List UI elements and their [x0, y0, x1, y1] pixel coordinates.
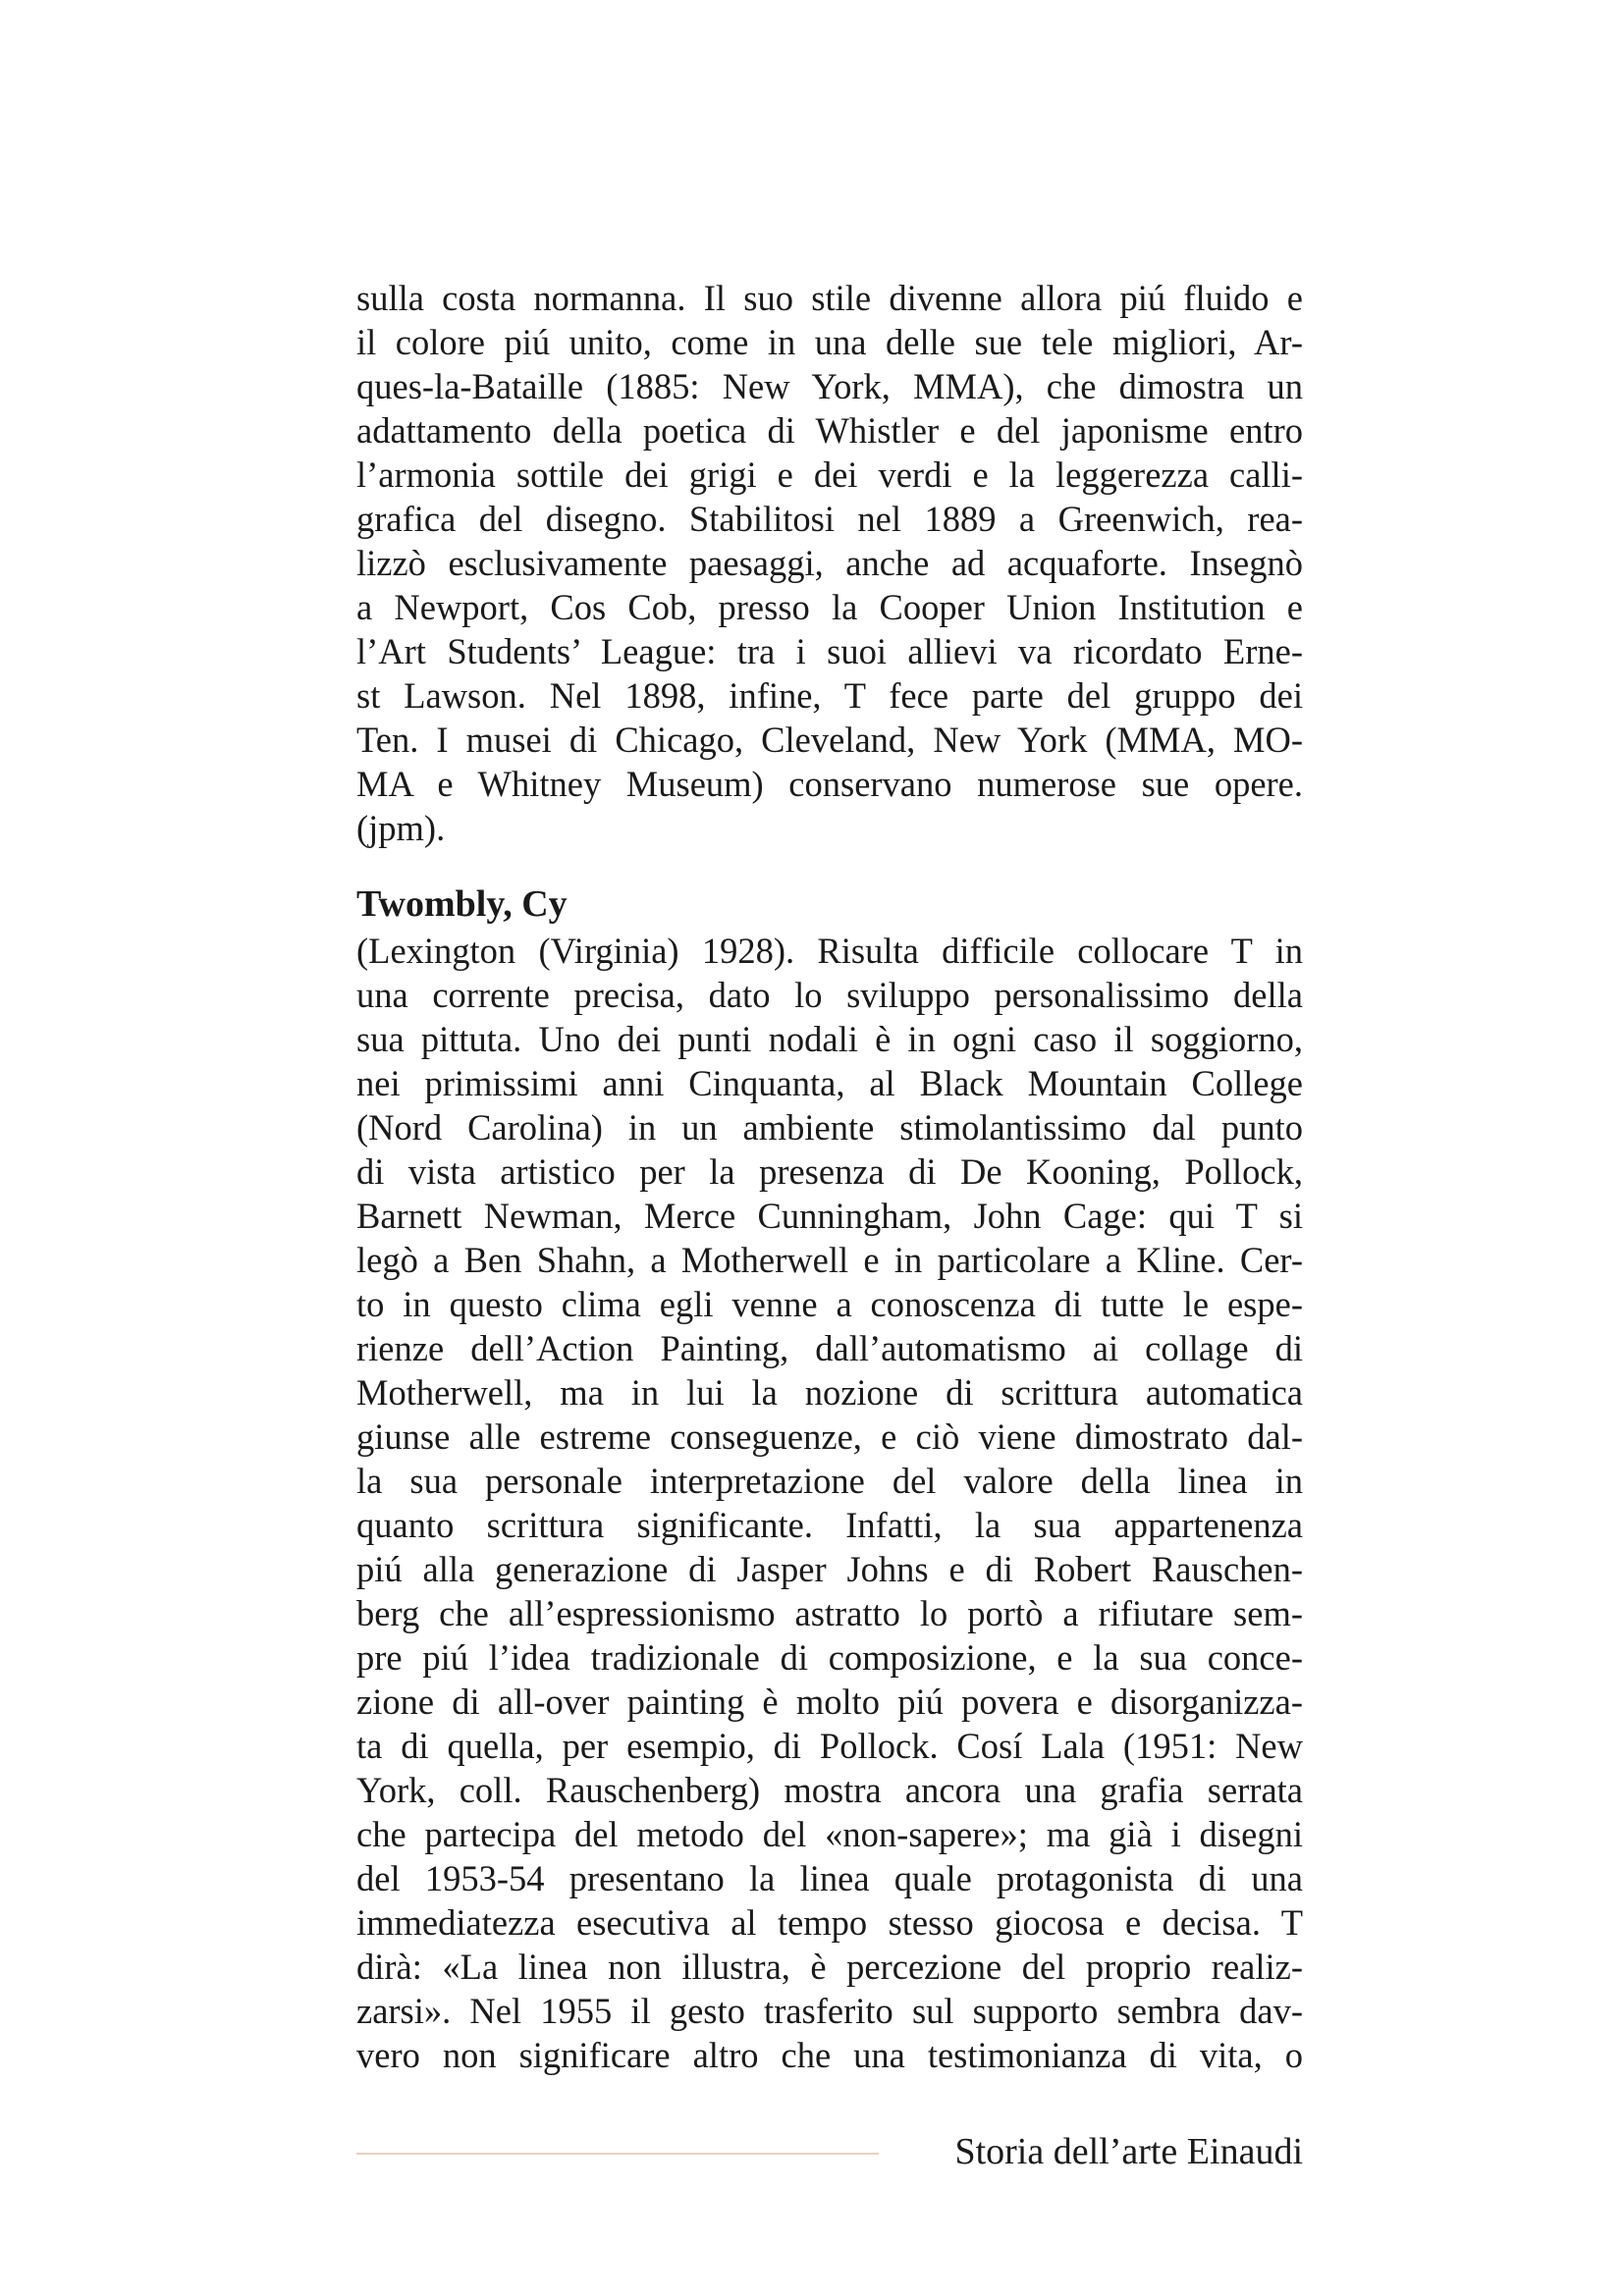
- text-line: il colore piú unito, come in una delle sue tele migliori, Ar-: [356, 322, 1303, 362]
- text-line: York, coll. Rauschenberg) mostra ancora una grafia serrata: [356, 1770, 1303, 1810]
- text-line: (Nord Carolina) in un ambiente stimolantissimo dal punto: [356, 1107, 1303, 1148]
- text-line: Ten. I musei di Chicago, Cleveland, New York (MMA, MO-: [356, 720, 1303, 760]
- text-line: a Newport, Cos Cob, presso la Cooper Union Institution e: [356, 587, 1303, 627]
- footer-divider: [356, 2153, 879, 2155]
- text-line: una corrente precisa, dato lo sviluppo personalissimo della: [356, 975, 1303, 1015]
- text-line: dirà: «La linea non illustra, è percezione del proprio realiz-: [356, 1947, 1303, 1987]
- text-line: l’Art Students’ League: tra i suoi allievi va ricordato Erne-: [356, 631, 1303, 671]
- text-line: zarsi». Nel 1955 il gesto trasferito sul supporto sembra dav-: [356, 1991, 1303, 2031]
- text-line: legò a Ben Shahn, a Motherwell e in particolare a Kline. Cer-: [356, 1240, 1303, 1280]
- text-line: lizzò esclusivamente paesaggi, anche ad acquaforte. Insegnò: [356, 543, 1303, 583]
- text-line: vero non significare altro che una testimonianza di vita, o: [356, 2035, 1303, 2075]
- text-line: MA e Whitney Museum) conservano numerose sue opere.: [356, 764, 1303, 804]
- text-line: immediatezza esecutiva al tempo stesso giocosa e decisa. T: [356, 1902, 1303, 1943]
- text-line: ta di quella, per esempio, di Pollock. Cosí Lala (1951: New: [356, 1726, 1303, 1766]
- text-line: sulla costa normanna. Il suo stile divenne allora piú fluido e: [356, 278, 1303, 318]
- text-line: l’armonia sottile dei grigi e dei verdi e la leggerezza calli-: [356, 454, 1303, 495]
- text-line: che partecipa del metodo del «non-sapere»; ma già i disegni: [356, 1814, 1303, 1854]
- text-line: giunse alle estreme conseguenze, e ciò viene dimostrato dal-: [356, 1416, 1303, 1457]
- text-line: Barnett Newman, Merce Cunningham, John Cage: qui T si: [356, 1196, 1303, 1236]
- footer-title: Storia dell’arte Einaudi: [954, 2131, 1303, 2172]
- text-line: sua pittuta. Uno dei punti nodali è in ogni caso il soggiorno,: [356, 1019, 1303, 1059]
- text-line: st Lawson. Nel 1898, infine, T fece parte del gruppo dei: [356, 675, 1303, 716]
- text-line: piú alla generazione di Jasper Johns e di Robert Rauschen-: [356, 1549, 1303, 1589]
- author-initials: (jpm).: [356, 808, 446, 848]
- text-line: di vista artistico per la presenza di De Kooning, Pollock,: [356, 1151, 1303, 1192]
- text-line: nei primissimi anni Cinquanta, al Black Mountain College: [356, 1063, 1303, 1103]
- text-line: la sua personale interpretazione del valore della linea in: [356, 1461, 1303, 1501]
- text-line: ques-la-Bataille (1885: New York, MMA), che dimostra un: [356, 366, 1303, 406]
- text-line: (Lexington (Virginia) 1928). Risulta difficile collocare T in: [356, 931, 1303, 971]
- text-line: zione di all-over painting è molto piú povera e disorganizza-: [356, 1682, 1303, 1722]
- entry-body: [356, 929, 1303, 2077]
- text-line: to in questo clima egli venne a conoscenza di tutte le espe-: [356, 1284, 1303, 1324]
- paragraph-continued: [356, 276, 1303, 850]
- text-line: berg che all’espressionismo astratto lo portò a rifiutare sem-: [356, 1593, 1303, 1633]
- text-line: Motherwell, ma in lui la nozione di scrittura automatica: [356, 1372, 1303, 1413]
- entry-heading: Twombly, Cy: [356, 883, 568, 925]
- text-line: rienze dell’Action Painting, dall’automatismo ai collage di: [356, 1328, 1303, 1368]
- text-line: pre piú l’idea tradizionale di composizione, e la sua conce-: [356, 1637, 1303, 1678]
- text-line: del 1953-54 presentano la linea quale protagonista di una: [356, 1858, 1303, 1898]
- text-column: [356, 276, 1303, 2077]
- text-line: grafica del disegno. Stabilitosi nel 1889 a Greenwich, rea-: [356, 499, 1303, 539]
- text-line: quanto scrittura significante. Infatti, la sua appartenenza: [356, 1505, 1303, 1545]
- text-line: adattamento della poetica di Whistler e del japonisme entro: [356, 410, 1303, 451]
